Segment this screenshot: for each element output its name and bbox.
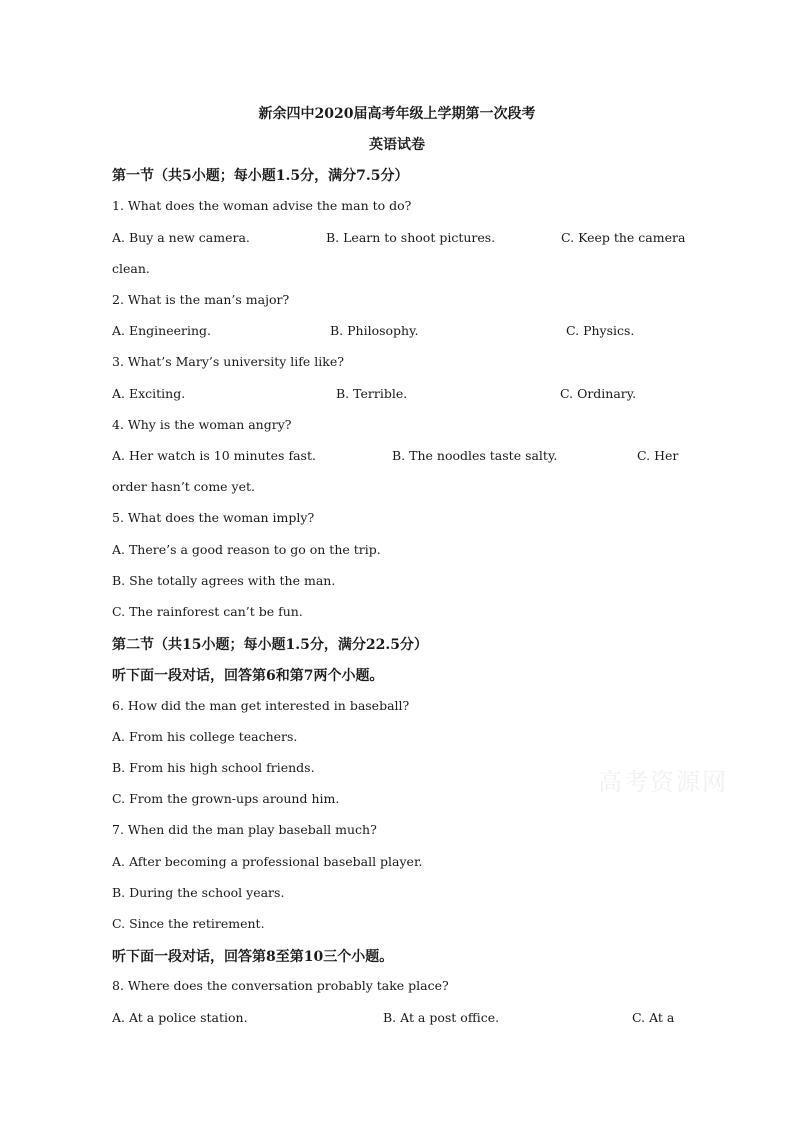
question-7-option-b: B. During the school years. <box>112 885 285 900</box>
question-7-option-c: C. Since the retirement. <box>112 916 265 931</box>
question-4-option-b: B. The noodles taste salty. <box>392 448 558 463</box>
question-3-stem: 3. What’s Mary’s university life like? <box>112 354 344 369</box>
section2-heading: 第二节（共15小题；每小题1.5分，满分22.5分） <box>112 637 428 653</box>
question-8-option-b: B. At a post office. <box>383 1010 500 1025</box>
question-7-stem: 7. When did the man play baseball much? <box>112 822 377 837</box>
question-8-option-c: C. At a <box>632 1010 675 1025</box>
question-8-stem: 8. Where does the conversation probably take place? <box>112 978 449 993</box>
question-5-option-b: B. She totally agrees with the man. <box>112 573 336 588</box>
question-1-stem: 1. What does the woman advise the man to do? <box>112 198 412 213</box>
question-6-option-c: C. From the grown-ups around him. <box>112 791 340 806</box>
section2-instruction-1: 听下面一段对话，回答第6和第7两个小题。 <box>112 668 384 684</box>
watermark: 高考资源网 <box>598 768 728 796</box>
question-4-option-c: C. Her <box>637 448 679 463</box>
question-6-stem: 6. How did the man get interested in baseball? <box>112 698 410 713</box>
question-4-option-a: A. Her watch is 10 minutes fast. <box>112 448 316 463</box>
section2-instruction-2: 听下面一段对话，回答第8至第10三个小题。 <box>112 949 394 965</box>
question-2-option-c: C. Physics. <box>566 323 635 338</box>
question-1-option-b: B. Learn to shoot pictures. <box>326 230 496 245</box>
question-2-option-a: A. Engineering. <box>112 323 211 338</box>
question-8-option-a: A. At a police station. <box>112 1010 248 1025</box>
question-6-option-b: B. From his high school friends. <box>112 760 315 775</box>
question-5-option-c: C. The rainforest can’t be fun. <box>112 604 303 619</box>
question-2-option-b: B. Philosophy. <box>330 323 419 338</box>
question-2-stem: 2. What is the man’s major? <box>112 292 290 307</box>
question-1-option-c: C. Keep the camera <box>561 230 686 245</box>
school-title: 新余四中2020届高考年级上学期第一次段考 <box>258 106 536 122</box>
question-3-option-c: C. Ordinary. <box>560 386 637 401</box>
question-5-option-a: A. There’s a good reason to go on the trip. <box>112 542 381 557</box>
question-5-stem: 5. What does the woman imply? <box>112 510 315 525</box>
question-7-option-a: A. After becoming a professional baseball player. <box>112 854 423 869</box>
question-1-option-c-continued: clean. <box>112 261 150 276</box>
question-4-option-c-continued: order hasn’t come yet. <box>112 479 255 494</box>
question-3-option-a: A. Exciting. <box>112 386 186 401</box>
question-6-option-a: A. From his college teachers. <box>112 729 298 744</box>
question-3-option-b: B. Terrible. <box>336 386 408 401</box>
section1-heading: 第一节（共5小题；每小题1.5分，满分7.5分） <box>112 168 409 184</box>
question-1-option-a: A. Buy a new camera. <box>112 230 250 245</box>
subject-title: 英语试卷 <box>369 137 425 153</box>
question-4-stem: 4. Why is the woman angry? <box>112 417 292 432</box>
